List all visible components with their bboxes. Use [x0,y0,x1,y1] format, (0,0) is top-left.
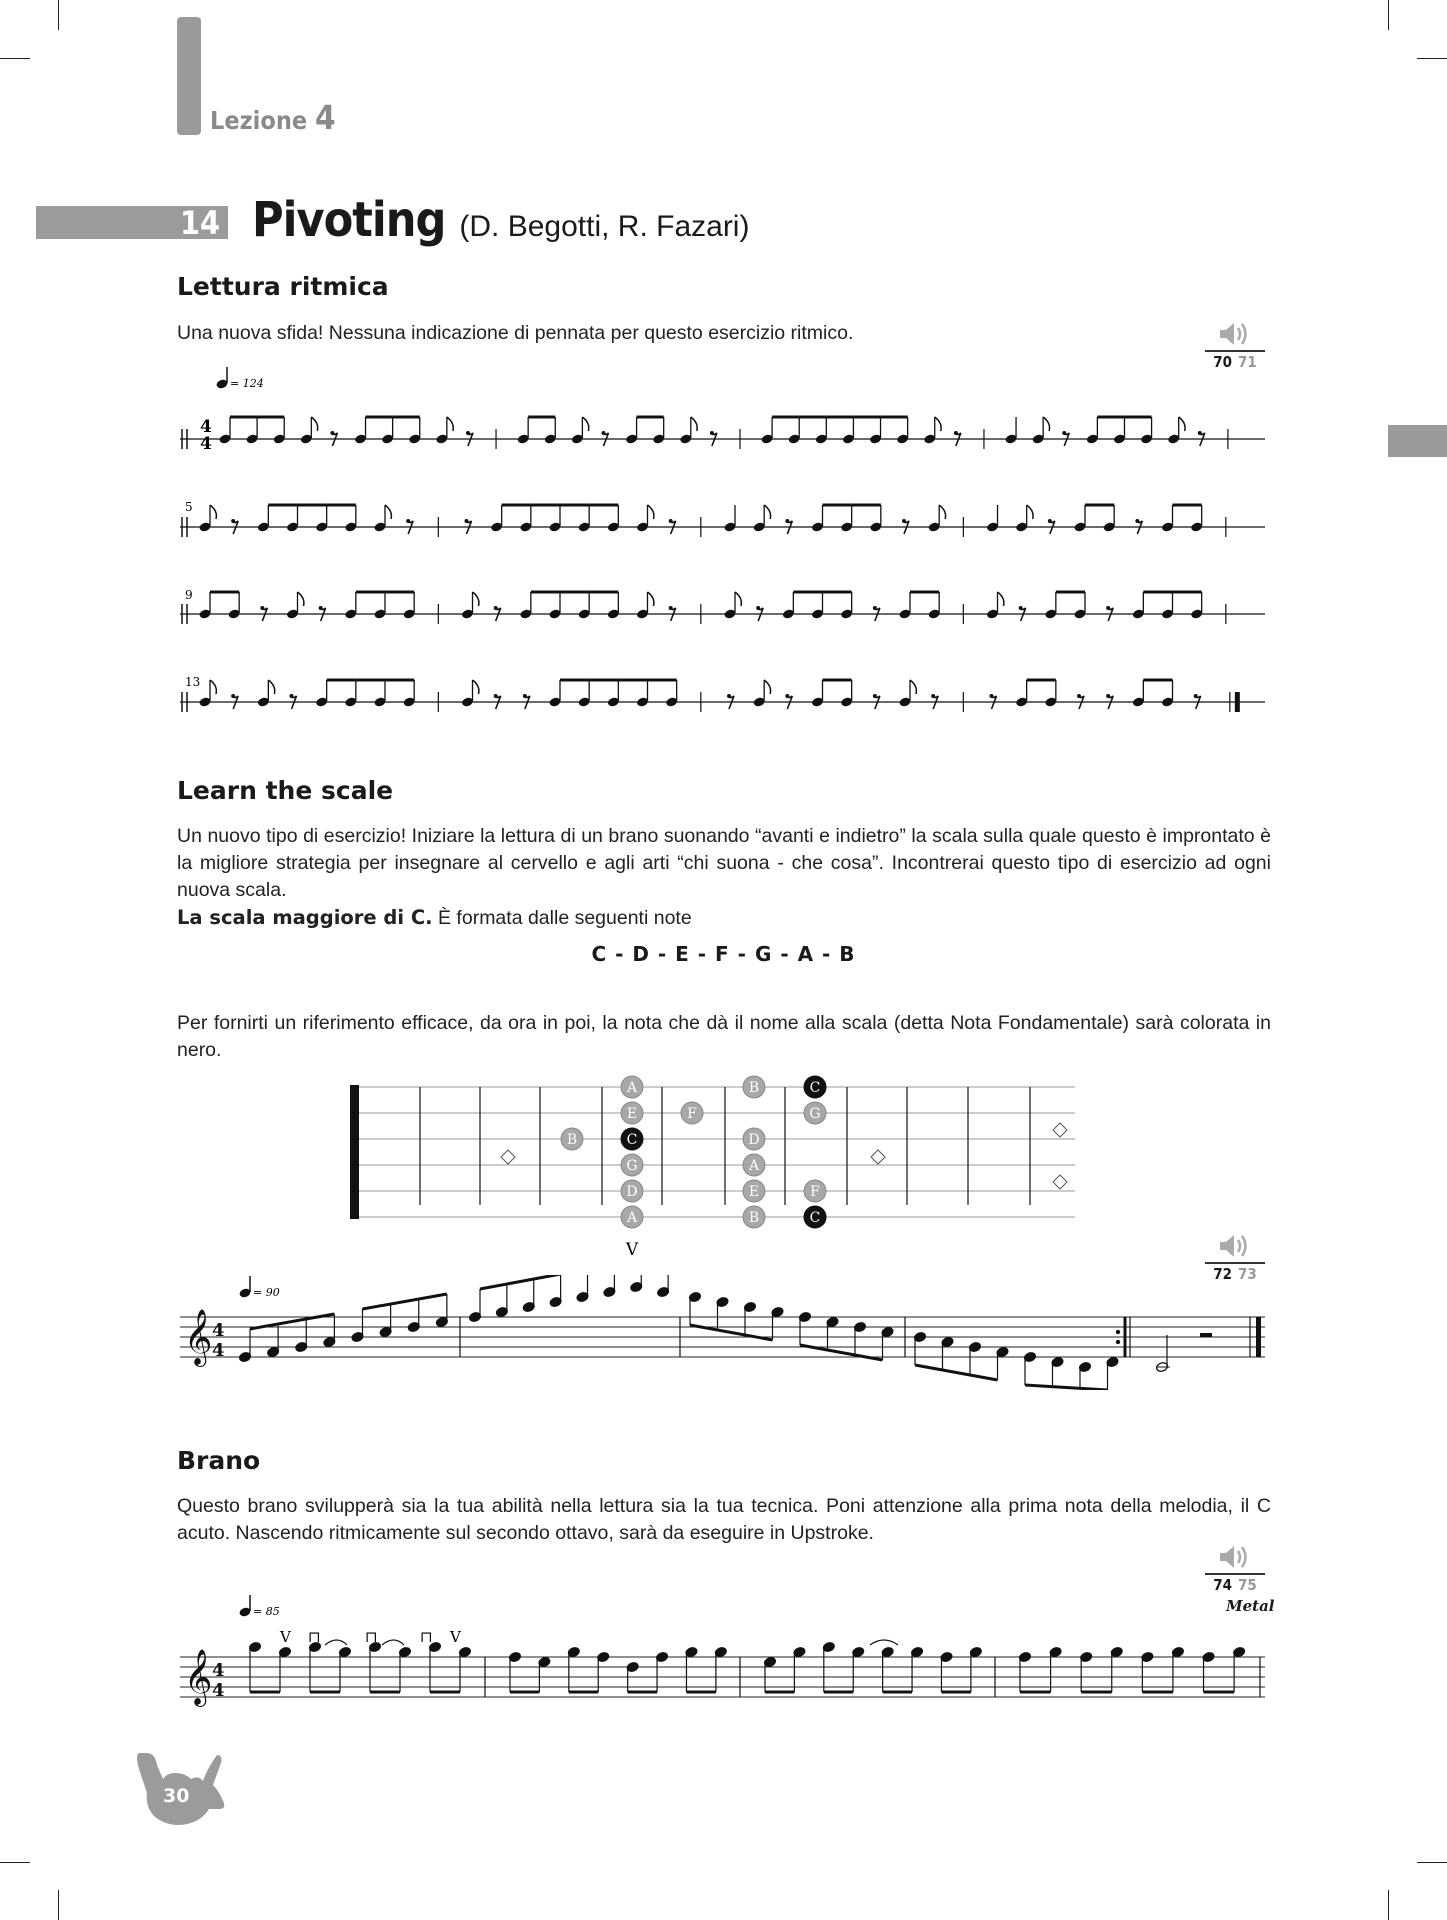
note-flag [473,592,479,606]
eighth-rest [260,606,264,610]
track-1: 74 [1213,1576,1232,1594]
note-label: C [626,1132,638,1148]
scale-name-bold: La scala maggiore di C. [177,906,433,929]
tempo-mark [215,367,263,390]
eighth-rest [1019,606,1023,610]
eighth-rest [669,519,673,523]
track-1: 72 [1213,1265,1232,1283]
reference-paragraph: Per fornirti un riferimento efficace, da ora in poi, la nota che dà il nome alla scala (detta Nota Fondamentale) sarà colorata in nero. [177,1012,1271,1061]
eighth-rest [231,694,235,698]
note-label: F [810,1184,820,1200]
fretboard-nut [350,1085,359,1219]
note-label: B [566,1132,578,1148]
track-2: 75 [1238,1576,1257,1594]
half-rest [1200,1333,1212,1337]
brano-staff [170,1585,1280,1720]
crop-mark [1417,58,1447,59]
speaker-icon [1218,320,1252,348]
note-flag [1027,505,1033,519]
lesson-number: 4 [314,98,336,137]
note-label: F [687,1106,697,1122]
note-label: A [626,1080,638,1096]
note-flag [998,592,1004,606]
eighth-rest [710,431,714,435]
speaker-icon [1218,1543,1252,1571]
time-signature: 4 [200,434,212,454]
note-beam [915,1365,998,1380]
note-label: C [809,1080,821,1096]
pick-mark: ⊓ [365,1628,378,1646]
scale-heading: Learn the scale [177,776,394,805]
note-flag [385,505,391,519]
eighth-rest [990,694,994,698]
note-label: A [748,1158,760,1174]
crop-mark [1388,1890,1389,1920]
eighth-rest [902,519,906,523]
eighth-rest [756,606,760,610]
page-number: 30 [163,1785,190,1807]
brano-heading: Brano [177,1446,261,1475]
eighth-rest [494,606,498,610]
note-flag [691,417,697,431]
side-tab [1388,425,1447,457]
repeat-dot [1116,1340,1120,1344]
section-number: 14 [180,204,221,242]
audio-tracks-rhythm[interactable] [1205,320,1265,371]
rhythm-heading: Lettura ritmica [177,272,389,301]
crop-mark [0,58,30,59]
speaker-icon [1218,1232,1252,1260]
position-marker [1053,1175,1067,1189]
eighth-rest [1194,694,1198,698]
eighth-rest [466,431,470,435]
eighth-rest [601,431,605,435]
eighth-rest [873,694,877,698]
treble-clef: 𝄞 [184,1309,213,1365]
note-flag [764,505,770,519]
note-label: A [626,1210,638,1226]
tempo-mark [238,1595,279,1618]
note-flag [910,680,916,694]
measure-number: 13 [185,675,201,689]
pick-mark: ⊓ [420,1628,433,1646]
eighth-rest [1062,431,1066,435]
track-2: 73 [1238,1265,1257,1283]
eighth-rest [931,694,935,698]
eighth-rest [406,519,410,523]
position-marker [1053,1123,1067,1137]
style-label: Metal [1226,1597,1275,1615]
crop-mark [58,1890,59,1920]
note-label: G [626,1158,638,1174]
note-flag [582,417,588,431]
note-flag [210,680,216,694]
eighth-rest [1198,431,1202,435]
eighth-rest [873,606,877,610]
slur [325,1640,347,1645]
note-beam [480,1275,561,1289]
time-signature: 4 [212,1320,225,1341]
eighth-rest [727,694,731,698]
repeat-dot [1116,1330,1120,1334]
rhythm-lines [180,417,1265,712]
crop-mark [1417,1862,1447,1863]
crop-mark [0,1862,30,1863]
scale-name-rest: È formata dalle seguenti note [432,907,692,929]
track-1: 70 [1213,353,1232,371]
note-flag [447,417,453,431]
note-beam [363,1294,447,1309]
note-label: E [626,1106,638,1122]
crop-mark [58,0,59,30]
slur [870,1640,898,1645]
pick-mark: V [450,1628,461,1646]
tempo-text: = 90 [253,1286,280,1299]
fretboard-grid [350,1076,1075,1228]
final-barline [1235,692,1240,712]
eighth-rest [465,519,469,523]
scale-paragraph: Un nuovo tipo di esercizio! Iniziare la lettura di un brano suonando “avanti e indietro” la scala sulla quale questo è improntato è la migliore strategia per insegnare al cervello e agli arti “chi suona - che cosa”. Incontrerai questo tipo di esercizio ad ogni nuova scala. [177,825,1271,901]
note-beam [1025,1385,1108,1390]
eighth-rest [669,606,673,610]
tempo-mark [238,1276,279,1299]
note-flag [939,505,945,519]
eighth-rest [1135,519,1139,523]
lesson-word: Lezione [210,106,308,135]
eighth-rest [1077,694,1081,698]
note-flag [210,505,216,519]
crop-mark [1388,0,1389,30]
eighth-rest [785,519,789,523]
eighth-rest [785,694,789,698]
note-label: D [748,1132,760,1148]
note-flag [1179,417,1185,431]
track-2: 71 [1238,353,1257,371]
rhythm-intro: Una nuova sfida! Nessuna indicazione di pennata per questo esercizio ritmico. [177,322,854,344]
eighth-rest [290,694,294,698]
eighth-rest [330,431,334,435]
final-barline [1256,1317,1261,1357]
rhythm-notation [170,365,1280,720]
slur [382,1640,404,1645]
note-flag [735,592,741,606]
time-signature: 4 [212,1340,225,1361]
pick-mark: ⊓ [308,1628,321,1646]
section-title [252,192,749,248]
note-flag [473,680,479,694]
note-label: B [748,1210,760,1226]
note-label: E [748,1184,760,1200]
brano-staff-lines [180,1640,1265,1707]
position-marker [871,1150,885,1164]
scale-notes: C - D - E - F - G - A - B [591,942,856,966]
note-flag [648,592,654,606]
eighth-rest [319,606,323,610]
brano-paragraph: Questo brano svilupperà sia la tua abilità nella lettura sia la tua tecnica. Poni attenzione alla prima nota della melodia, il C acuto. Nascendo ritmicamente sul secondo ottavo, sarà da eseguire in Upstroke. [177,1495,1271,1544]
measure-number: 5 [185,500,193,514]
pick-mark: V [625,1240,639,1260]
eighth-rest [523,694,527,698]
note-flag [268,680,274,694]
fretboard-diagram [340,1075,1090,1260]
time-signature: 4 [212,1680,225,1701]
eighth-rest [1106,606,1110,610]
eighth-rest [1106,694,1110,698]
note-label: D [626,1184,638,1200]
tempo-text: = 85 [253,1605,280,1618]
note-flag [298,592,304,606]
tempo-text: = 124 [230,377,264,390]
lesson-bar [177,17,201,135]
measure-number: 9 [185,588,193,602]
section-authors: (D. Begotti, R. Fazari) [459,210,750,243]
scale-staff [170,1275,1280,1390]
note-flag [1043,417,1049,431]
scale-staff-lines [180,1275,1265,1390]
treble-clef: 𝄞 [184,1649,213,1705]
scale-name-line [177,904,1271,932]
note-label: B [748,1080,760,1096]
eighth-rest [231,519,235,523]
eighth-rest [954,431,958,435]
lesson-label [210,98,336,137]
note-flag [311,417,317,431]
position-marker [501,1150,515,1164]
time-signature: 4 [200,417,212,437]
note-label: C [809,1210,821,1226]
section-title-text: Pivoting [252,192,446,248]
note-flag [764,680,770,694]
note-flag [935,417,941,431]
note-label: G [809,1106,821,1122]
time-signature: 4 [212,1660,225,1681]
eighth-rest [1048,519,1052,523]
pick-mark: V [280,1628,291,1646]
note-flag [648,505,654,519]
eighth-rest [494,694,498,698]
